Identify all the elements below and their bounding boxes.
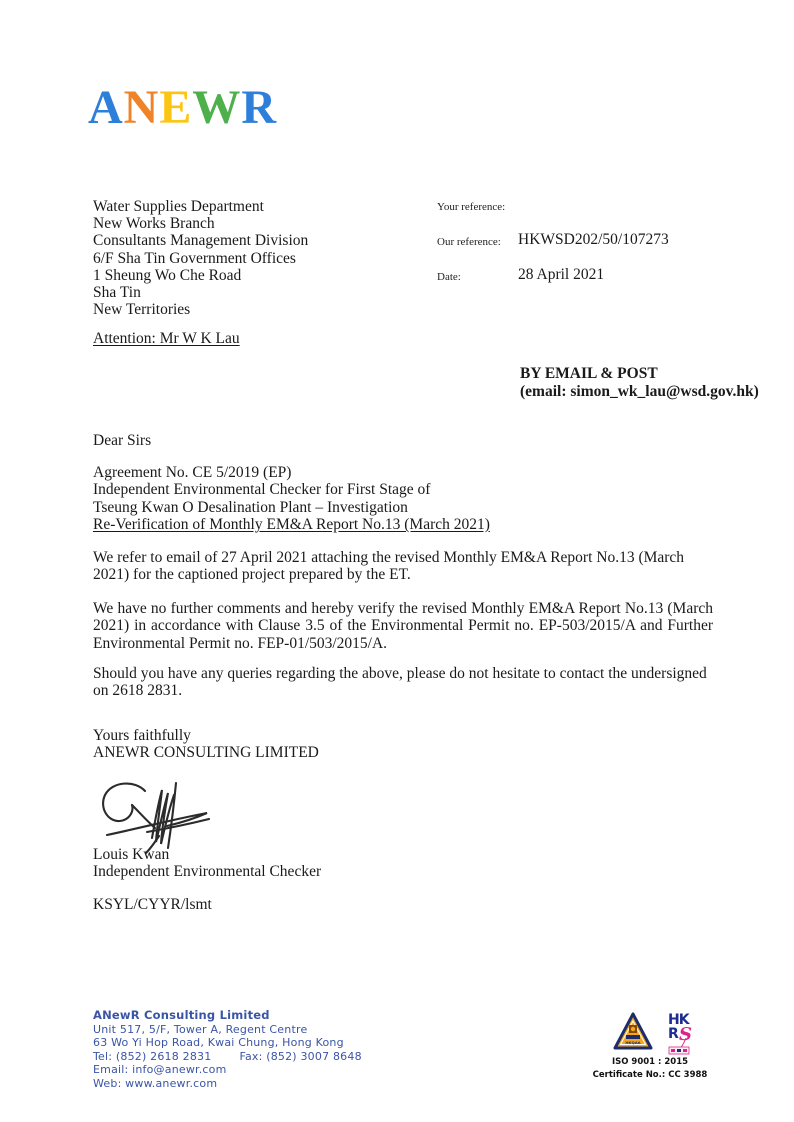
footer-company-info <box>93 1009 362 1091</box>
certification-logos <box>612 1010 712 1056</box>
recipient-line: Sha Tin <box>93 284 141 302</box>
delivery-email: (email: simon_wk_lau@wsd.gov.hk) <box>520 382 759 400</box>
footer-tel-fax <box>93 1050 362 1064</box>
recipient-address <box>93 198 308 318</box>
footer-address-1: Unit 517, 5/F, Tower A, Regent Centre <box>93 1022 308 1036</box>
your-reference-label: Your reference: <box>437 201 506 213</box>
footer-email: Email: info@anewr.com <box>93 1063 227 1077</box>
logo-letter-n: N <box>123 81 160 134</box>
anewr-logo <box>88 81 278 134</box>
recipient-line: Consultants Management Division <box>93 232 309 250</box>
footer-company-name: ANewR Consulting Limited <box>93 1008 270 1022</box>
subject-line-1: Agreement No. CE 5/2019 (EP) <box>93 464 292 481</box>
footer-web: Web: www.anewr.com <box>93 1076 218 1090</box>
logo-letter-w: W <box>192 81 242 134</box>
delivery-method <box>520 365 759 400</box>
footer-fax: Fax: (852) 3007 8648 <box>239 1049 362 1063</box>
recipient-line: 6/F Sha Tin Government Offices <box>93 249 296 267</box>
signatory-block <box>93 846 321 881</box>
recipient-line: New Works Branch <box>93 215 215 233</box>
handwritten-signature <box>95 776 220 854</box>
hkrs-logo <box>668 1012 692 1054</box>
attention-line: Attention: Mr W K Lau <box>93 330 240 347</box>
recipient-line: 1 Sheung Wo Che Road <box>93 266 242 284</box>
closing-company: ANEWR CONSULTING LIMITED <box>93 744 319 762</box>
certification-text <box>570 1056 730 1081</box>
subject-line-2: Independent Environmental Checker for First Stage of <box>93 481 431 499</box>
subject-line-3: Tseung Kwan O Desalination Plant – Investigation <box>93 498 408 516</box>
hkqaa-logo <box>615 1014 651 1048</box>
logo-letter-r: R <box>241 81 278 134</box>
recipient-line: Water Supplies Department <box>93 198 264 215</box>
date-value: 28 April 2021 <box>518 266 605 283</box>
recipient-line: New Territories <box>93 301 191 319</box>
iso-label: ISO 9001 : 2015 <box>611 1057 689 1067</box>
svg-text:HK: HK <box>668 1012 689 1028</box>
svg-text:R: R <box>668 1026 679 1042</box>
reference-initials: KSYL/CYYR/lsmt <box>93 896 212 913</box>
delivery-line1: BY EMAIL & POST <box>520 365 658 382</box>
certificate-number: Certificate No.: CC 3988 <box>592 1069 708 1080</box>
valediction: Yours faithfully <box>93 727 191 744</box>
footer-tel: Tel: (852) 2618 2831 <box>93 1049 212 1063</box>
body-paragraph-2: We have no further comments and hereby verify the revised Monthly EM&A Report No.13 (March 2021) in accordance with Clause 3.5 of the Environmental Permit no. EP-503/2015/A and Further Environmental Permit no. FEP-01/503/2015/A. <box>93 600 713 652</box>
subject-block <box>93 464 490 533</box>
signatory-title: Independent Environmental Checker <box>93 863 322 881</box>
our-reference-value: HKWSD202/50/107273 <box>518 231 669 248</box>
logo-letter-e: E <box>159 81 193 134</box>
salutation: Dear Sirs <box>93 432 152 449</box>
our-reference-label: Our reference: <box>437 236 501 248</box>
body-paragraph-1: We refer to email of 27 April 2021 attaching the revised Monthly EM&A Report No.13 (March 2021) for the captioned project prepared by the ET. <box>93 549 685 584</box>
date-label: Date: <box>437 271 461 283</box>
svg-text:HKQAA: HKQAA <box>625 1040 641 1045</box>
svg-text:S: S <box>679 1024 692 1045</box>
footer-address-2: 63 Wo Yi Hop Road, Kwai Chung, Hong Kong <box>93 1036 344 1050</box>
subject-line-4: Re-Verification of Monthly EM&A Report No.13 (March 2021) <box>93 515 490 533</box>
body-paragraph-3: Should you have any queries regarding the above, please do not hesitate to contact the undersigned on 2618 2831. <box>93 665 707 700</box>
closing-block <box>93 727 319 762</box>
logo-letter-a: A <box>88 81 124 134</box>
signatory-name: Louis Kwan <box>93 846 170 863</box>
